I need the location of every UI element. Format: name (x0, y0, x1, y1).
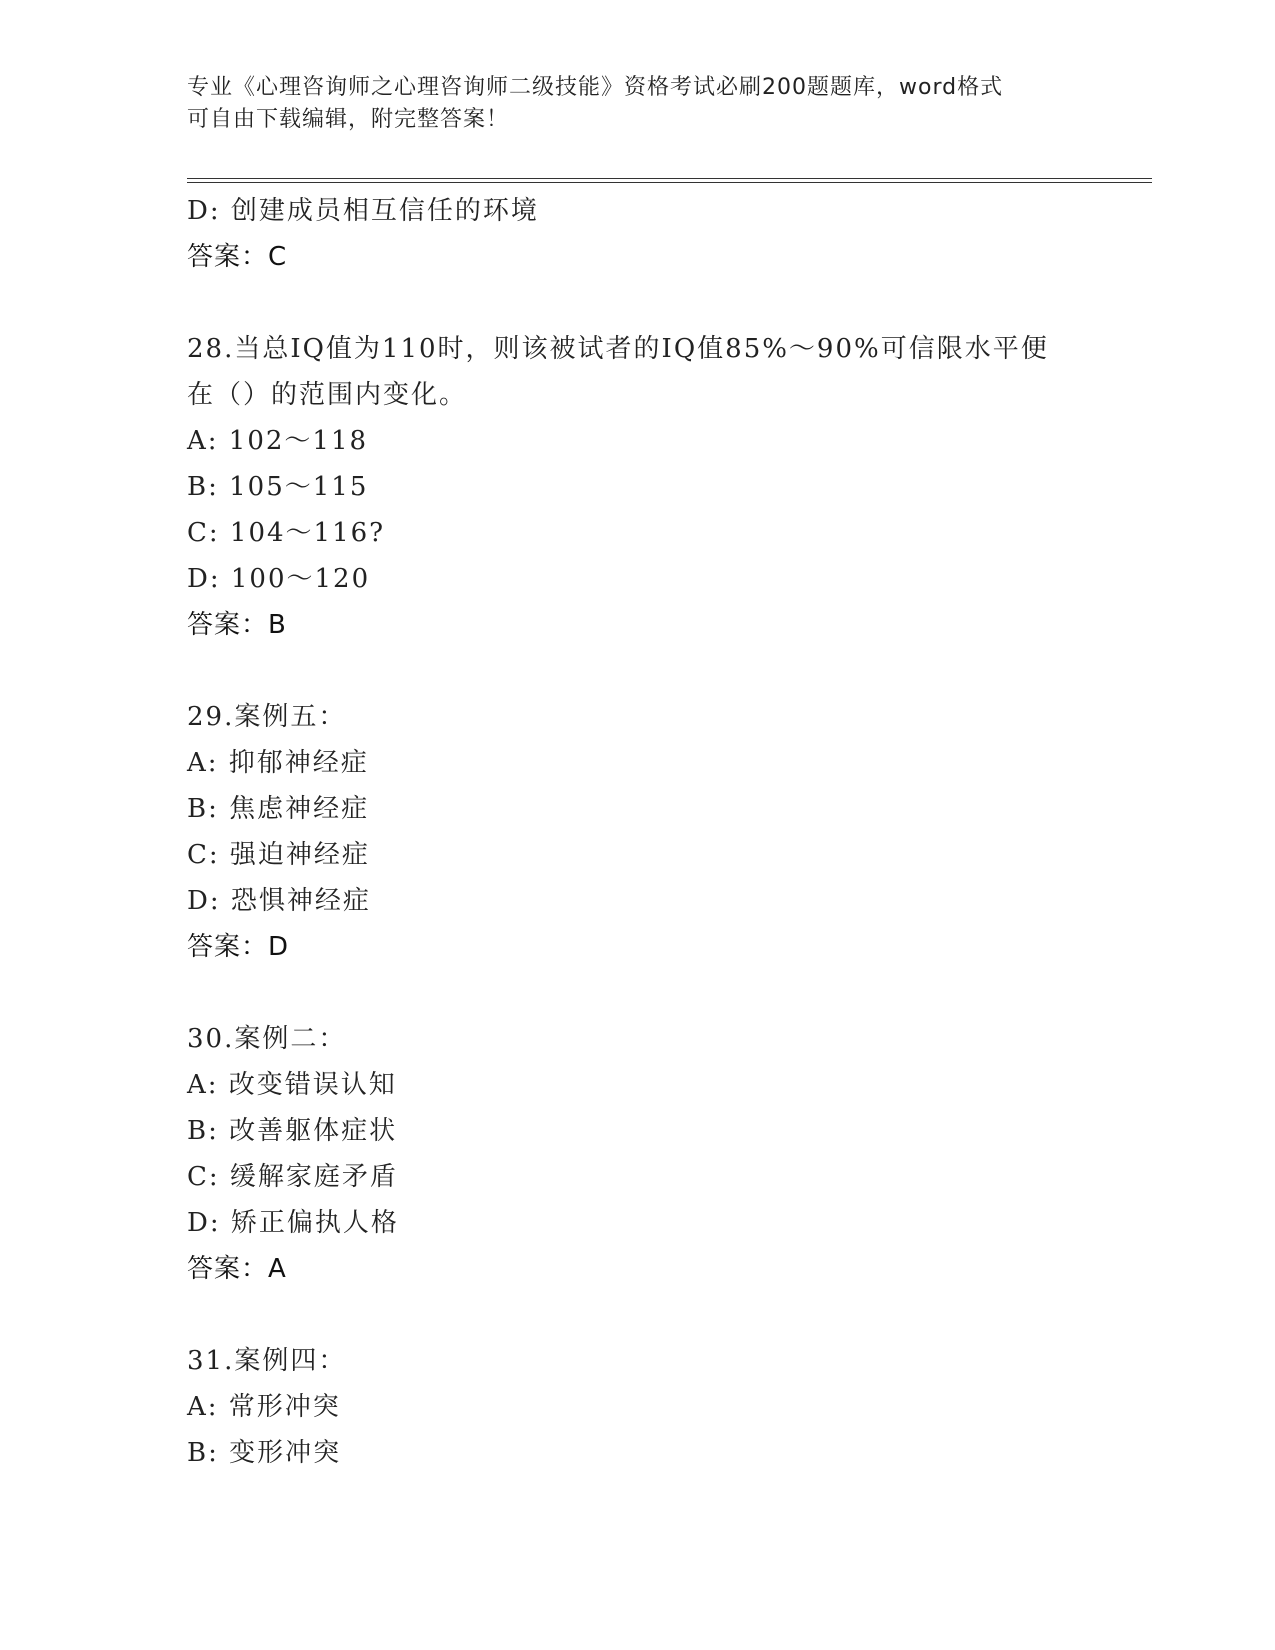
option-a: A: 改变错误认知 (187, 1070, 397, 1100)
spacer (187, 970, 1087, 1016)
answer-line: 答案：A (187, 1254, 287, 1284)
option-d: D: 矫正偏执人格 (187, 1208, 399, 1238)
option-d: D: 恐惧神经症 (187, 886, 371, 916)
option-b: B: 改善躯体症状 (187, 1116, 398, 1146)
option-d: D: 创建成员相互信任的环境 (187, 196, 539, 226)
document-header (187, 72, 1087, 136)
question-stem: 30.案例二： (187, 1024, 347, 1054)
question-stem-continued: 在（）的范围内变化。 (187, 380, 468, 410)
question-stem: 31.案例四： (187, 1346, 347, 1376)
header-line-2: 可自由下载编辑，附完整答案！ (187, 107, 510, 132)
answer-line: 答案：C (187, 242, 288, 272)
spacer (187, 280, 1087, 326)
option-c: C: 缓解家庭矛盾 (187, 1162, 398, 1192)
spacer (187, 648, 1087, 694)
option-d: D: 100～120 (187, 564, 371, 594)
question-stem: 29.案例五： (187, 702, 347, 732)
option-a: A: 抑郁神经症 (187, 748, 369, 778)
option-b: B: 105～115 (187, 472, 369, 502)
option-a: A: 102～118 (187, 426, 369, 456)
header-divider-bottom (187, 182, 1152, 183)
option-b: B: 变形冲突 (187, 1438, 342, 1468)
answer-line: 答案：D (187, 932, 290, 962)
header-divider-top (187, 178, 1152, 179)
question-list (187, 188, 1087, 1476)
option-c: C: 强迫神经症 (187, 840, 370, 870)
option-a: A: 常形冲突 (187, 1392, 341, 1422)
question-stem: 28.当总IQ值为110时，则该被试者的IQ值85%～90%可信限水平便 (187, 334, 1049, 364)
option-b: B: 焦虑神经症 (187, 794, 370, 824)
answer-line: 答案：B (187, 610, 287, 640)
header-line-1: 专业《心理咨询师之心理咨询师二级技能》资格考试必刷200题题库，word格式 (187, 75, 1004, 100)
option-c: C: 104～116? (187, 518, 386, 548)
spacer (187, 1292, 1087, 1338)
